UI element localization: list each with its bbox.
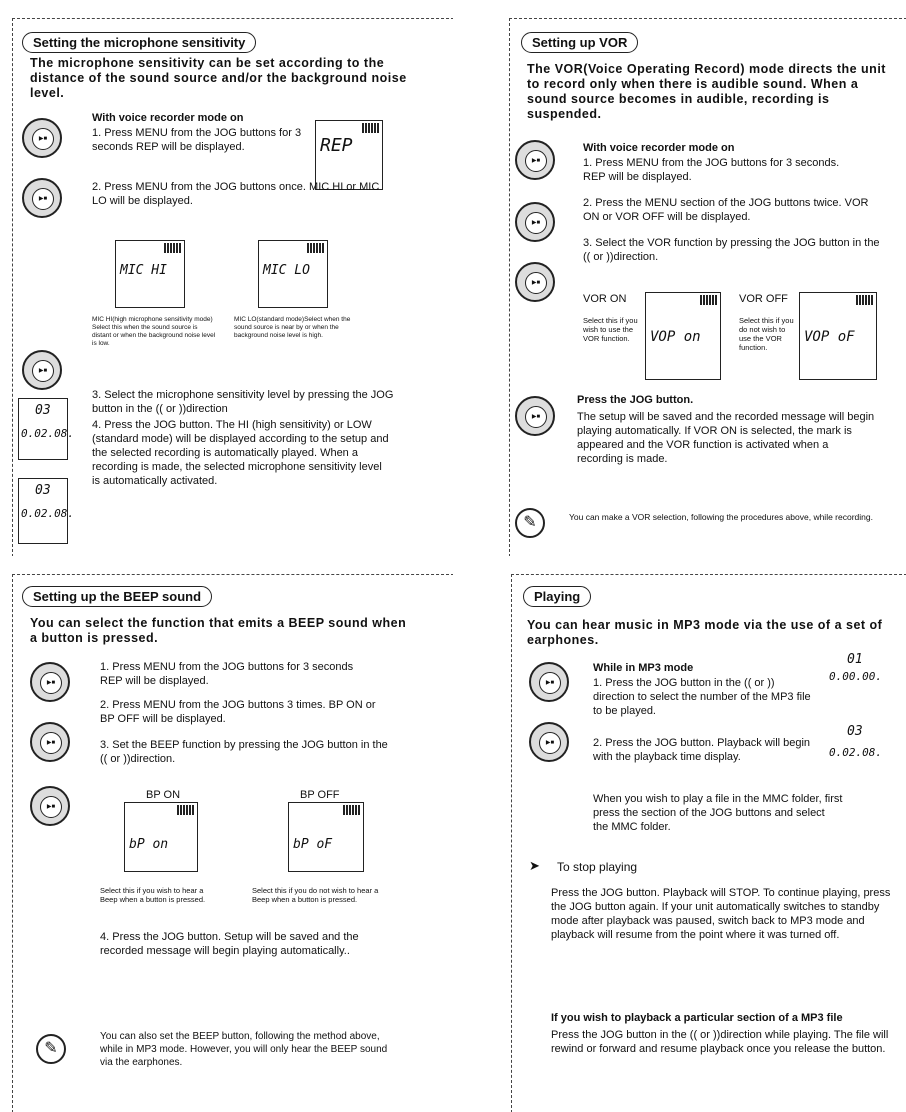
jog-button-icon: ▶■: [515, 396, 555, 436]
intro-text: You can hear music in MP3 mode via the use of a set of earphones.: [527, 618, 883, 647]
stop-title: To stop playing: [557, 860, 638, 874]
arrow-bullet-icon: ➤: [529, 858, 540, 873]
section-title: Setting up VOR: [521, 32, 638, 53]
lcd-text: 01: [847, 652, 863, 667]
caption-bp-on: Select this if you wish to hear a Beep when a button is pressed.: [100, 886, 206, 904]
press-jog-title: Press the JOG button.: [577, 394, 694, 406]
stop-text: Press the JOG button. Playback will STOP. To continue playing, press the JOG button again. If your unit automatically switches to standby mode after playback was paused, switch back to MP3 mode and playback will resume from the point where it was turned off.: [551, 887, 891, 941]
mode-subtitle: With voice recorder mode on: [92, 112, 244, 124]
intro-text: The microphone sensitivity can be set according to the distance of the sound source and/or the background noise level.: [30, 56, 407, 100]
jog-button-icon: ▶■: [515, 262, 555, 302]
section-title: Setting the microphone sensitivity: [22, 32, 256, 53]
step-1: 1. Press MENU from the JOG buttons for 3 seconds REP will be displayed.: [92, 127, 302, 153]
lcd-text: 0.02.08.: [829, 746, 882, 759]
bp-on-label: BP ON: [146, 789, 181, 801]
lcd-text: 03: [35, 403, 51, 418]
signal-bars-icon: [362, 123, 380, 133]
signal-bars-icon: [164, 243, 182, 253]
lcd-text: 0.02.08.: [21, 427, 74, 440]
signal-bars-icon: [700, 295, 718, 305]
section-title-playback: If you wish to playback a particular section of a MP3 file: [551, 1012, 843, 1024]
jog-button-icon: ▶■: [30, 722, 70, 762]
press-jog-desc: The setup will be saved and the recorded message will begin playing automatically. If VOR ON is selected, the mark is appeared and the VOR function is activated when a recording is made.: [577, 411, 875, 465]
signal-bars-icon: [307, 243, 325, 253]
jog-button-icon: ▶■: [30, 786, 70, 826]
caption-mic-lo: MIC LO(standard mode)Select when the sound source is near by or when the background noise level is high.: [234, 316, 351, 339]
lcd-text: 0.00.00.: [829, 670, 882, 683]
section-microphone-sensitivity: [0, 0, 453, 556]
lcd-text: VOP on: [650, 329, 701, 345]
lcd-display: [799, 292, 877, 380]
signal-bars-icon: [343, 805, 361, 815]
lcd-text: 03: [847, 724, 863, 739]
lcd-text: bP on: [129, 837, 169, 852]
section-vor: [453, 0, 906, 556]
step-3: 3. Set the BEEP function by pressing the JOG button in the (( or ))direction.: [100, 739, 388, 765]
vor-off-label: VOR OFF: [739, 293, 788, 305]
mode-subtitle: With voice recorder mode on: [583, 142, 735, 154]
mode-subtitle: While in MP3 mode: [593, 662, 694, 674]
jog-button-icon: ▶■: [22, 350, 62, 390]
step-2: 2. Press the JOG button. Playback will begin with the playback time display.: [593, 737, 811, 763]
tip-icon: ✎: [36, 1034, 66, 1064]
step-4: 4. Press the JOG button. The HI (high sensitivity) or LOW (standard mode) will be displayed according to the setup and the selected recording is automatically played. When a recording is made, the selected microphone sensitivity level is automatically activated.: [92, 419, 389, 487]
step-1: 1. Press MENU from the JOG buttons for 3 seconds. REP will be displayed.: [583, 157, 840, 183]
jog-button-icon: ▶■: [515, 202, 555, 242]
section-beep: [0, 556, 453, 1112]
intro-text: You can select the function that emits a BEEP sound when a button is pressed.: [30, 616, 407, 645]
vor-off-desc: Select this if you do not wish to use the VOR function.: [739, 316, 794, 352]
step-4: 4. Press the JOG button. Setup will be saved and the recorded message will begin playing automatically..: [100, 931, 359, 957]
jog-button-icon: ▶■: [22, 118, 62, 158]
lcd-display: [645, 292, 721, 380]
jog-button-icon: ▶■: [529, 662, 569, 702]
signal-bars-icon: [856, 295, 874, 305]
step-1: 1. Press MENU from the JOG buttons for 3 seconds REP will be displayed.: [100, 661, 354, 687]
jog-button-icon: ▶■: [22, 178, 62, 218]
jog-button-icon: ▶■: [30, 662, 70, 702]
section-playing: [453, 556, 906, 1112]
lcd-display: [115, 240, 185, 308]
lcd-text: MIC HI: [120, 263, 167, 278]
step-2: 2. Press MENU from the JOG buttons once. MIC HI or MIC LO will be displayed.: [92, 181, 380, 207]
section-title: Setting up the BEEP sound: [22, 586, 212, 607]
lcd-display: [18, 398, 74, 460]
lcd-display: [258, 240, 328, 308]
intro-text: The VOR(Voice Operating Record) mode directs the unit to record only when there is audible sound. When a sound source becomes in audible, recording is suspended.: [527, 62, 886, 121]
vor-note: You can make a VOR selection, following the procedures above, while recording.: [569, 512, 873, 522]
lcd-text: bP oF: [293, 837, 333, 852]
lcd-display: [18, 478, 74, 544]
tip-icon: ✎: [515, 508, 545, 538]
step-1: 1. Press the JOG button in the (( or )) direction to select the number of the MP3 file to be played.: [593, 677, 811, 717]
lcd-text: 0.02.08.: [21, 507, 74, 520]
step-3: 3. Select the microphone sensitivity level by pressing the JOG button in the (( or ))direction: [92, 389, 394, 415]
lcd-display: [288, 802, 364, 872]
step-2: 2. Press the MENU section of the JOG buttons twice. VOR ON or VOR OFF will be displayed.: [583, 197, 869, 223]
section-text: Press the JOG button in the (( or ))direction while playing. The file will rewind or forward and resume playback once you release the button.: [551, 1029, 889, 1055]
step-2: 2. Press MENU from the JOG buttons 3 times. BP ON or BP OFF will be displayed.: [100, 699, 376, 725]
step-3: 3. Select the VOR function by pressing the JOG button in the (( or ))direction.: [583, 237, 880, 263]
beep-note: You can also set the BEEP button, following the method above, while in MP3 mode. However, you will only hear the BEEP sound via the earphones.: [100, 1031, 388, 1068]
section-title: Playing: [523, 586, 591, 607]
lcd-text: REP: [320, 135, 353, 156]
lcd-text: 03: [35, 483, 51, 498]
bp-off-label: BP OFF: [300, 789, 340, 801]
vor-on-desc: Select this if you wish to use the VOR function.: [583, 316, 638, 343]
jog-button-icon: ▶■: [529, 722, 569, 762]
vor-on-label: VOR ON: [583, 293, 627, 305]
lcd-text: VOP oF: [804, 329, 855, 345]
signal-bars-icon: [177, 805, 195, 815]
caption-bp-off: Select this if you do not wish to hear a Beep when a button is pressed.: [252, 886, 379, 904]
jog-button-icon: ▶■: [515, 140, 555, 180]
caption-mic-hi: MIC HI(high microphone sensitivity mode) Select this when the sound source is distant or when the background noise level is low.: [92, 316, 216, 347]
mmc-text: When you wish to play a file in the MMC folder, first press the section of the JOG buttons and select the MMC folder.: [593, 793, 843, 833]
lcd-display: [829, 720, 881, 784]
lcd-display: [124, 802, 198, 872]
lcd-display: [829, 652, 881, 710]
lcd-text: MIC LO: [263, 263, 310, 278]
